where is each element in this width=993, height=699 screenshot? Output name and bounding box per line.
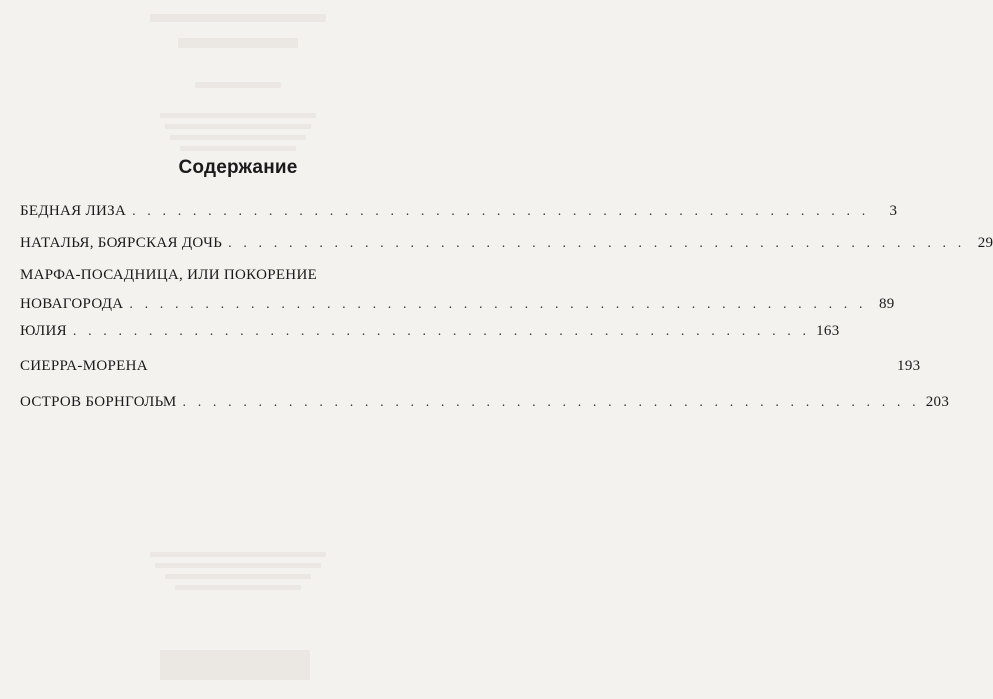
toc-page-number: 3 [889, 203, 898, 219]
toc-page-number: 193 [897, 358, 921, 374]
toc-entry-marfa-posadnitsa [20, 265, 895, 314]
toc-entry-natalya [20, 233, 993, 253]
toc-entry-bednaya-liza [20, 201, 898, 221]
toc-entry-ostrov-borngolm [20, 392, 950, 412]
dot-leader: . . . . . . . . . . . . . . . . . . . . . . . . . . . . . . . . . . . . . . . . . . . . . . . . . [228, 236, 966, 251]
toc-page-number: 163 [816, 323, 840, 339]
toc-page-number: 89 [878, 296, 895, 312]
toc-entry-title: БЕДНАЯ ЛИЗА [20, 203, 127, 219]
dot-leader: . . . . . . . . . . . . . . . . . . . . . . . . . . . . . . . . . . . . . . . . . . . . . . . . . [129, 297, 867, 312]
toc-page-number: 29 [977, 235, 993, 251]
toc-entry-title: МАРФА-ПОСАДНИЦА, ИЛИ ПОКОРЕНИЕ [20, 267, 318, 283]
toc-entry-title: СИЕРРА-МОРЕНА [20, 358, 148, 374]
toc-entry-title: НАТАЛЬЯ, БОЯРСКАЯ ДОЧЬ [20, 235, 223, 251]
dot-leader: . . . . . . . . . . . . . . . . . . . . . . . . . . . . . . . . . . . . . . . . . . . . . . . . . [132, 204, 870, 219]
toc-entry-title: ЮЛИЯ [20, 323, 67, 339]
toc-page-number: 203 [925, 394, 950, 410]
toc-entry-title: ОСТРОВ БОРНГОЛЬМ [20, 394, 177, 410]
dot-leader: . . . . . . . . . . . . . . . . . . . . . . . . . . . . . . . . . . . . . . . . . . . . . . . . . [72, 324, 811, 339]
toc-entry-yuliya [20, 321, 840, 341]
contents-heading: Содержание [178, 157, 298, 178]
toc-entry-sierra-morena [20, 356, 921, 376]
dot-leader: . . . . . . . . . . . . . . . . . . . . . . . . . . . . . . . . . . . . . . . . . . . . . . . . . [182, 395, 920, 410]
toc-entry-title-continued: НОВАГОРОДА [20, 296, 124, 312]
